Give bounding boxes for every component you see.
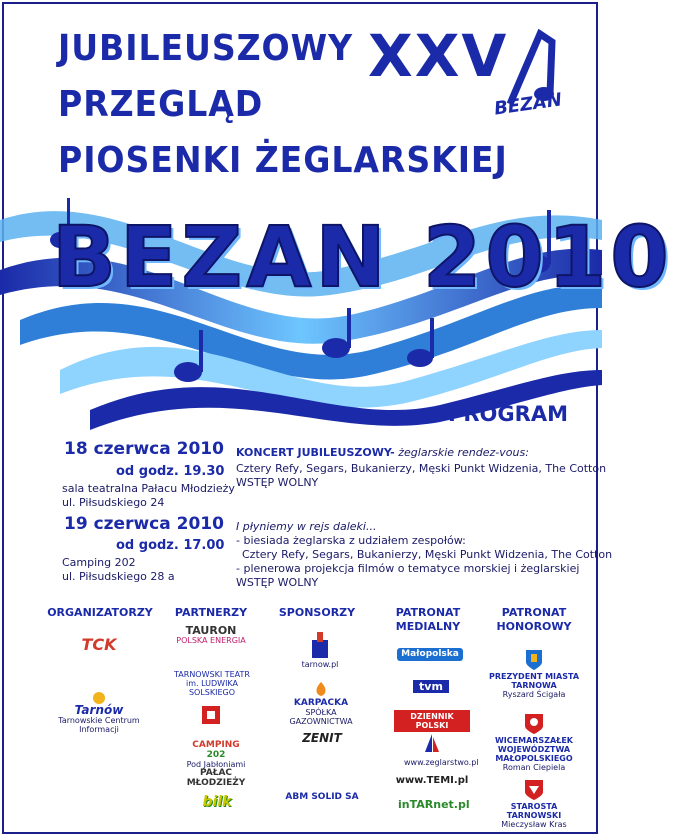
edition-number: XXV <box>368 22 509 90</box>
teatr-logo-text: TARNOWSKI TEATR im. LUDWIKA SOLSKIEGO <box>174 670 250 697</box>
radio-logo <box>392 648 468 661</box>
day-2-event-4: - plenerowa projekcja filmów o tematyce morskiej i żeglarskiej <box>236 562 580 575</box>
day-1-event-bands: Cztery Refy, Segars, Bukanierzy, Męski Punkt Widzenia, The Cotton <box>236 462 607 475</box>
honorary-heading: PATRONAT HONOROWY <box>496 606 572 633</box>
day-2-place-1: Camping 202 <box>62 556 136 569</box>
day-1-date: 18 czerwca 2010 <box>64 439 224 459</box>
tauron-logo-sub: POLSKA ENERGIA <box>176 636 246 645</box>
karpacka-logo <box>288 682 354 726</box>
tarnow-pl-text: tarnow.pl <box>301 660 339 669</box>
radio-text: Małopolska <box>397 648 463 661</box>
day-2-event-1: I płyniemy w rejs daleki... <box>236 520 377 533</box>
red-square-icon <box>202 706 220 724</box>
zenit-logo <box>292 731 352 745</box>
zenit-text: ZENIT <box>302 731 342 745</box>
tarnow-logo-text: Tarnów <box>74 703 124 717</box>
wicemarszalek-text: WICEMARSZAŁEK WOJEWÓDZTWA MAŁOPOLSKIEGO <box>494 736 573 763</box>
camping-logo <box>186 740 246 769</box>
program-label: PROGRAM <box>448 402 568 426</box>
wicemarszalek-name: Roman Ciepiela <box>502 763 566 772</box>
event-subtitle: żeglarskie rendez-vous: <box>398 446 529 459</box>
day-2-event-2: - biesiada żeglarska z udziałem zespołów: <box>236 534 466 547</box>
event-title: KONCERT JUBILEUSZOWY- <box>236 446 395 459</box>
camping-logo-num: 202 <box>206 750 226 760</box>
bezan-logo: BEZAN <box>492 89 564 120</box>
dziennik-text: DZIENNIK POLSKI <box>394 710 470 732</box>
title-line-2: PRZEGLĄD <box>58 84 264 125</box>
intarnet-text: inTARnet.pl <box>398 798 470 811</box>
organizers-heading: ORGANIZATORZY <box>47 606 153 619</box>
tvm-logo <box>408 680 454 693</box>
karpacka-text: KARPACKA <box>293 698 349 708</box>
palac-logo <box>186 768 246 788</box>
abm-logo <box>284 792 360 802</box>
abm-text: ABM SOLID SA <box>285 792 359 802</box>
day-2-hour: od godz. 17.00 <box>116 538 225 553</box>
bilk-logo <box>192 794 242 810</box>
tvm-text: tvm <box>413 680 449 693</box>
day-2-event-3: Cztery Refy, Segars, Bukanierzy, Męski Punkt Widzenia, The Cotton <box>242 548 613 561</box>
sun-icon <box>89 690 109 704</box>
tarnow-logo-sub: Tarnowskie Centrum Informacji <box>58 716 140 734</box>
bilk-logo-text: bilk <box>202 794 232 810</box>
intarnet-logo <box>398 800 468 810</box>
starosta-logo <box>488 780 580 829</box>
camping-logo-text: CAMPING <box>192 740 240 750</box>
county-crest-icon <box>525 780 543 800</box>
town-hall-icon <box>309 632 331 658</box>
teatr-logo <box>172 670 252 697</box>
sponsors-heading: SPONSORZY <box>278 606 356 619</box>
partners-heading: PARTNERZY <box>174 606 248 619</box>
prezydent-logo <box>488 650 580 699</box>
zeglarstwo-logo <box>404 734 479 767</box>
day-1-entry: WSTĘP WOLNY <box>236 476 319 489</box>
headline: BEZAN 2010 <box>52 208 673 306</box>
flame-icon <box>311 682 331 696</box>
tarnow-logo <box>56 690 142 734</box>
day-2-date: 19 czerwca 2010 <box>64 514 224 534</box>
city-crest-icon <box>526 650 542 670</box>
dziennik-logo <box>394 710 470 732</box>
temi-logo <box>394 776 470 785</box>
tck-logo-text: TCK <box>81 635 117 654</box>
day-2-entry: WSTĘP WOLNY <box>236 576 319 589</box>
title-line-1: JUBILEUSZOWY <box>58 28 353 69</box>
prezydent-text: PREZYDENT MIASTA TARNOWA <box>488 672 580 690</box>
palac-logo-text: PAŁAC MŁODZIEŻY <box>186 768 246 788</box>
voivodeship-crest-icon <box>525 714 543 734</box>
tauron-logo <box>176 626 246 645</box>
media-heading: PATRONAT MEDIALNY <box>395 606 461 633</box>
tarnow-pl-logo <box>300 632 340 669</box>
day-1-event-title <box>236 445 529 460</box>
partner-logo-red <box>196 706 226 728</box>
tauron-logo-text: TAURON <box>185 624 237 637</box>
zeglarstwo-text: www.zeglarstwo.pl <box>404 758 479 767</box>
day-1-place-1: sala teatralna Pałacu Młodzieży <box>62 482 235 495</box>
karpacka-sub: SPÓŁKA GAZOWNICTWA <box>289 708 353 726</box>
prezydent-name: Ryszard Ścigała <box>502 690 566 699</box>
temi-text: www.TEMI.pl <box>395 775 469 786</box>
day-2-place-2: ul. Piłsudskiego 28 a <box>62 570 175 583</box>
sail-icon <box>423 734 441 756</box>
day-1-place-2: ul. Piłsudskiego 24 <box>62 496 165 509</box>
tck-logo <box>56 635 142 654</box>
title-line-3: PIOSENKI ŻEGLARSKIEJ <box>58 140 508 181</box>
camping-logo-sub: Pod Jabłoniami <box>186 760 246 769</box>
starosta-name: Mieczysław Kras <box>501 820 567 829</box>
day-1-hour: od godz. 19.30 <box>116 464 225 479</box>
starosta-text: STAROSTA TARNOWSKI <box>506 802 562 820</box>
wicemarszalek-logo <box>488 714 580 772</box>
